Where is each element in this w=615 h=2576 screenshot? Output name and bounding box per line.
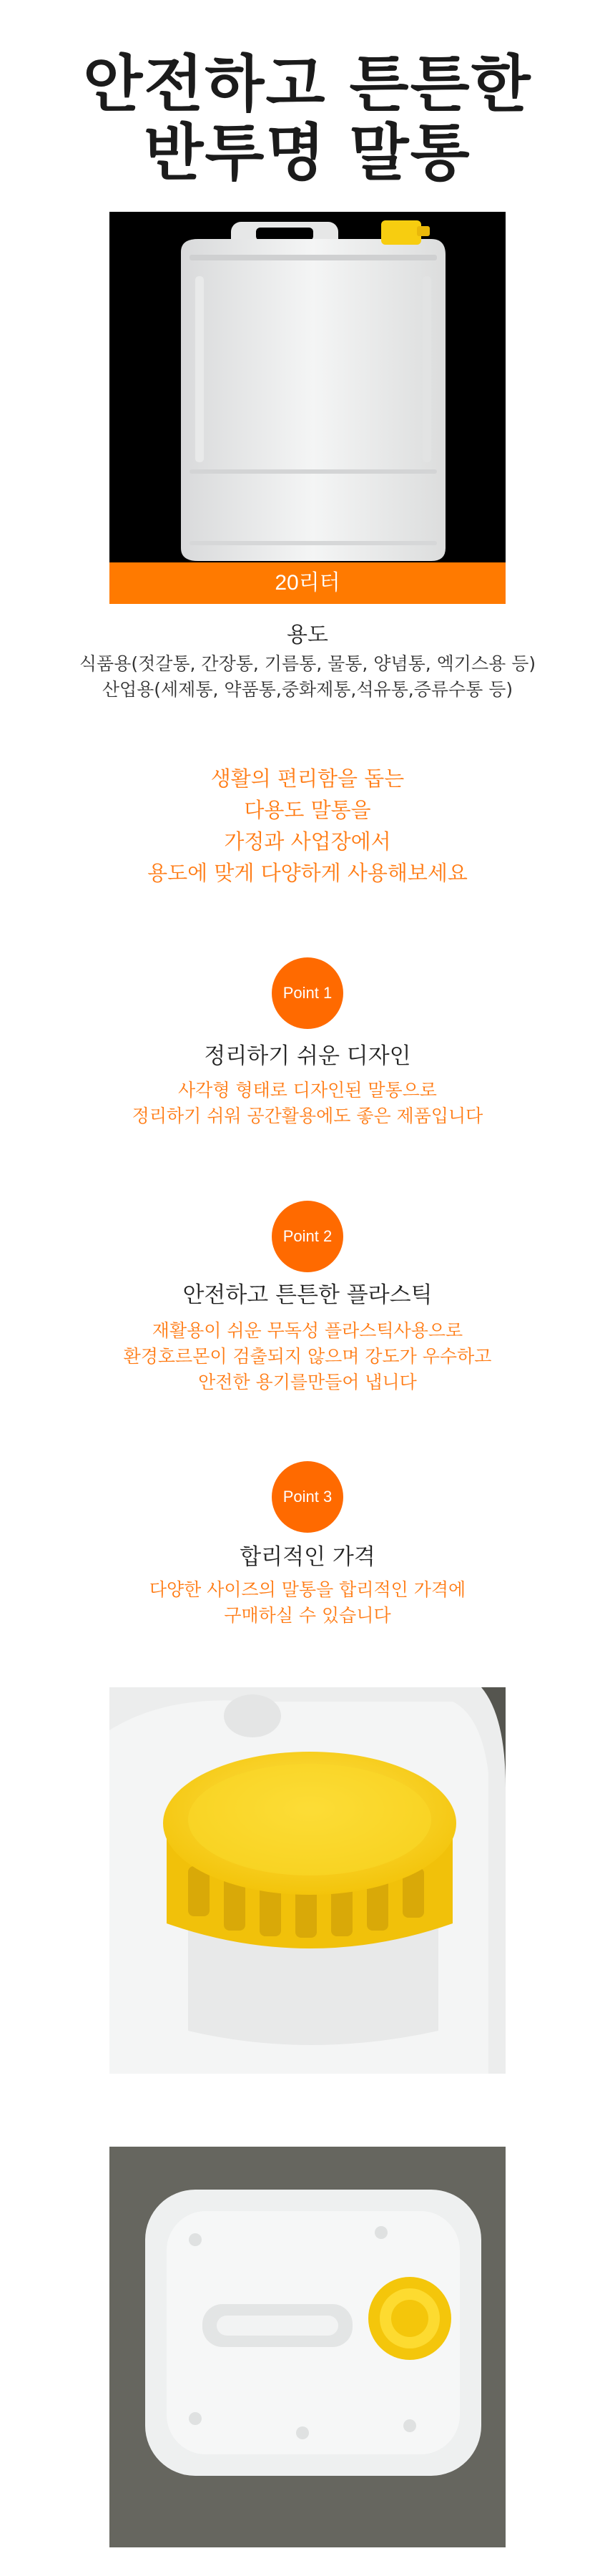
- point-3-desc-1: 다양한 사이즈의 말통을 합리적인 가격에: [149, 1579, 466, 1600]
- point-2-desc-1: 재활용이 쉬운 무독성 플라스틱사용으로: [152, 1320, 463, 1341]
- top-view-photo: [109, 2147, 506, 2547]
- point-2-title: 안전하고 튼튼한 플라스틱: [182, 1282, 433, 1308]
- intro-line-4: 용도에 맞게 다양하게 사용해보세요: [147, 861, 468, 885]
- hero-title: [0, 50, 615, 187]
- usage-industrial: 산업용(세제통, 약품통,중화제통,석유통,증류수통 등): [102, 679, 513, 700]
- point-1-badge: Point 1: [272, 957, 343, 1029]
- point-3-desc-2: 구매하실 수 있습니다: [224, 1605, 391, 1626]
- jerrycan-cap: [381, 220, 421, 245]
- jerrycan-body: [181, 239, 446, 561]
- point-3-badge: Point 3: [272, 1461, 343, 1533]
- hero-title-line-1: 안전하고 튼튼한: [83, 49, 532, 120]
- cap-closeup-illustration: [109, 1687, 506, 2074]
- point-2-desc-2: 환경호르몬이 검출되지 않으며 강도가 우수하고: [123, 1346, 492, 1367]
- jerrycan-illustration: [109, 212, 506, 604]
- intro-line-1: 생활의 편리함을 돕는: [210, 766, 405, 791]
- intro-line-2: 다용도 말통을: [244, 798, 371, 822]
- point-2-badge: Point 2: [272, 1201, 343, 1272]
- point-2-desc-3: 안전한 용기를만들어 냅니다: [198, 1372, 417, 1392]
- point-3-title: 합리적인 가격: [240, 1544, 375, 1570]
- hero-title-line-2: 반투명 말통: [144, 117, 471, 189]
- top-view-illustration: [109, 2147, 506, 2547]
- point-1-desc-2: 정리하기 쉬워 공간활용에도 좋은 제품입니다: [132, 1106, 483, 1126]
- usage-heading: 용도: [287, 623, 328, 648]
- cap-closeup-photo: [109, 1687, 506, 2074]
- intro-line-3: 가정과 사업장에서: [224, 829, 391, 854]
- usage-food: 식품용(젓갈통, 간장통, 기름통, 물통, 양념통, 엑기스용 등): [79, 653, 536, 674]
- capacity-label: 20리터: [109, 562, 506, 604]
- point-1-desc-1: 사각형 형태로 디자인된 말통으로: [178, 1080, 437, 1101]
- point-1-title: 정리하기 쉬운 디자인: [204, 1043, 411, 1069]
- product-photo: [109, 212, 506, 604]
